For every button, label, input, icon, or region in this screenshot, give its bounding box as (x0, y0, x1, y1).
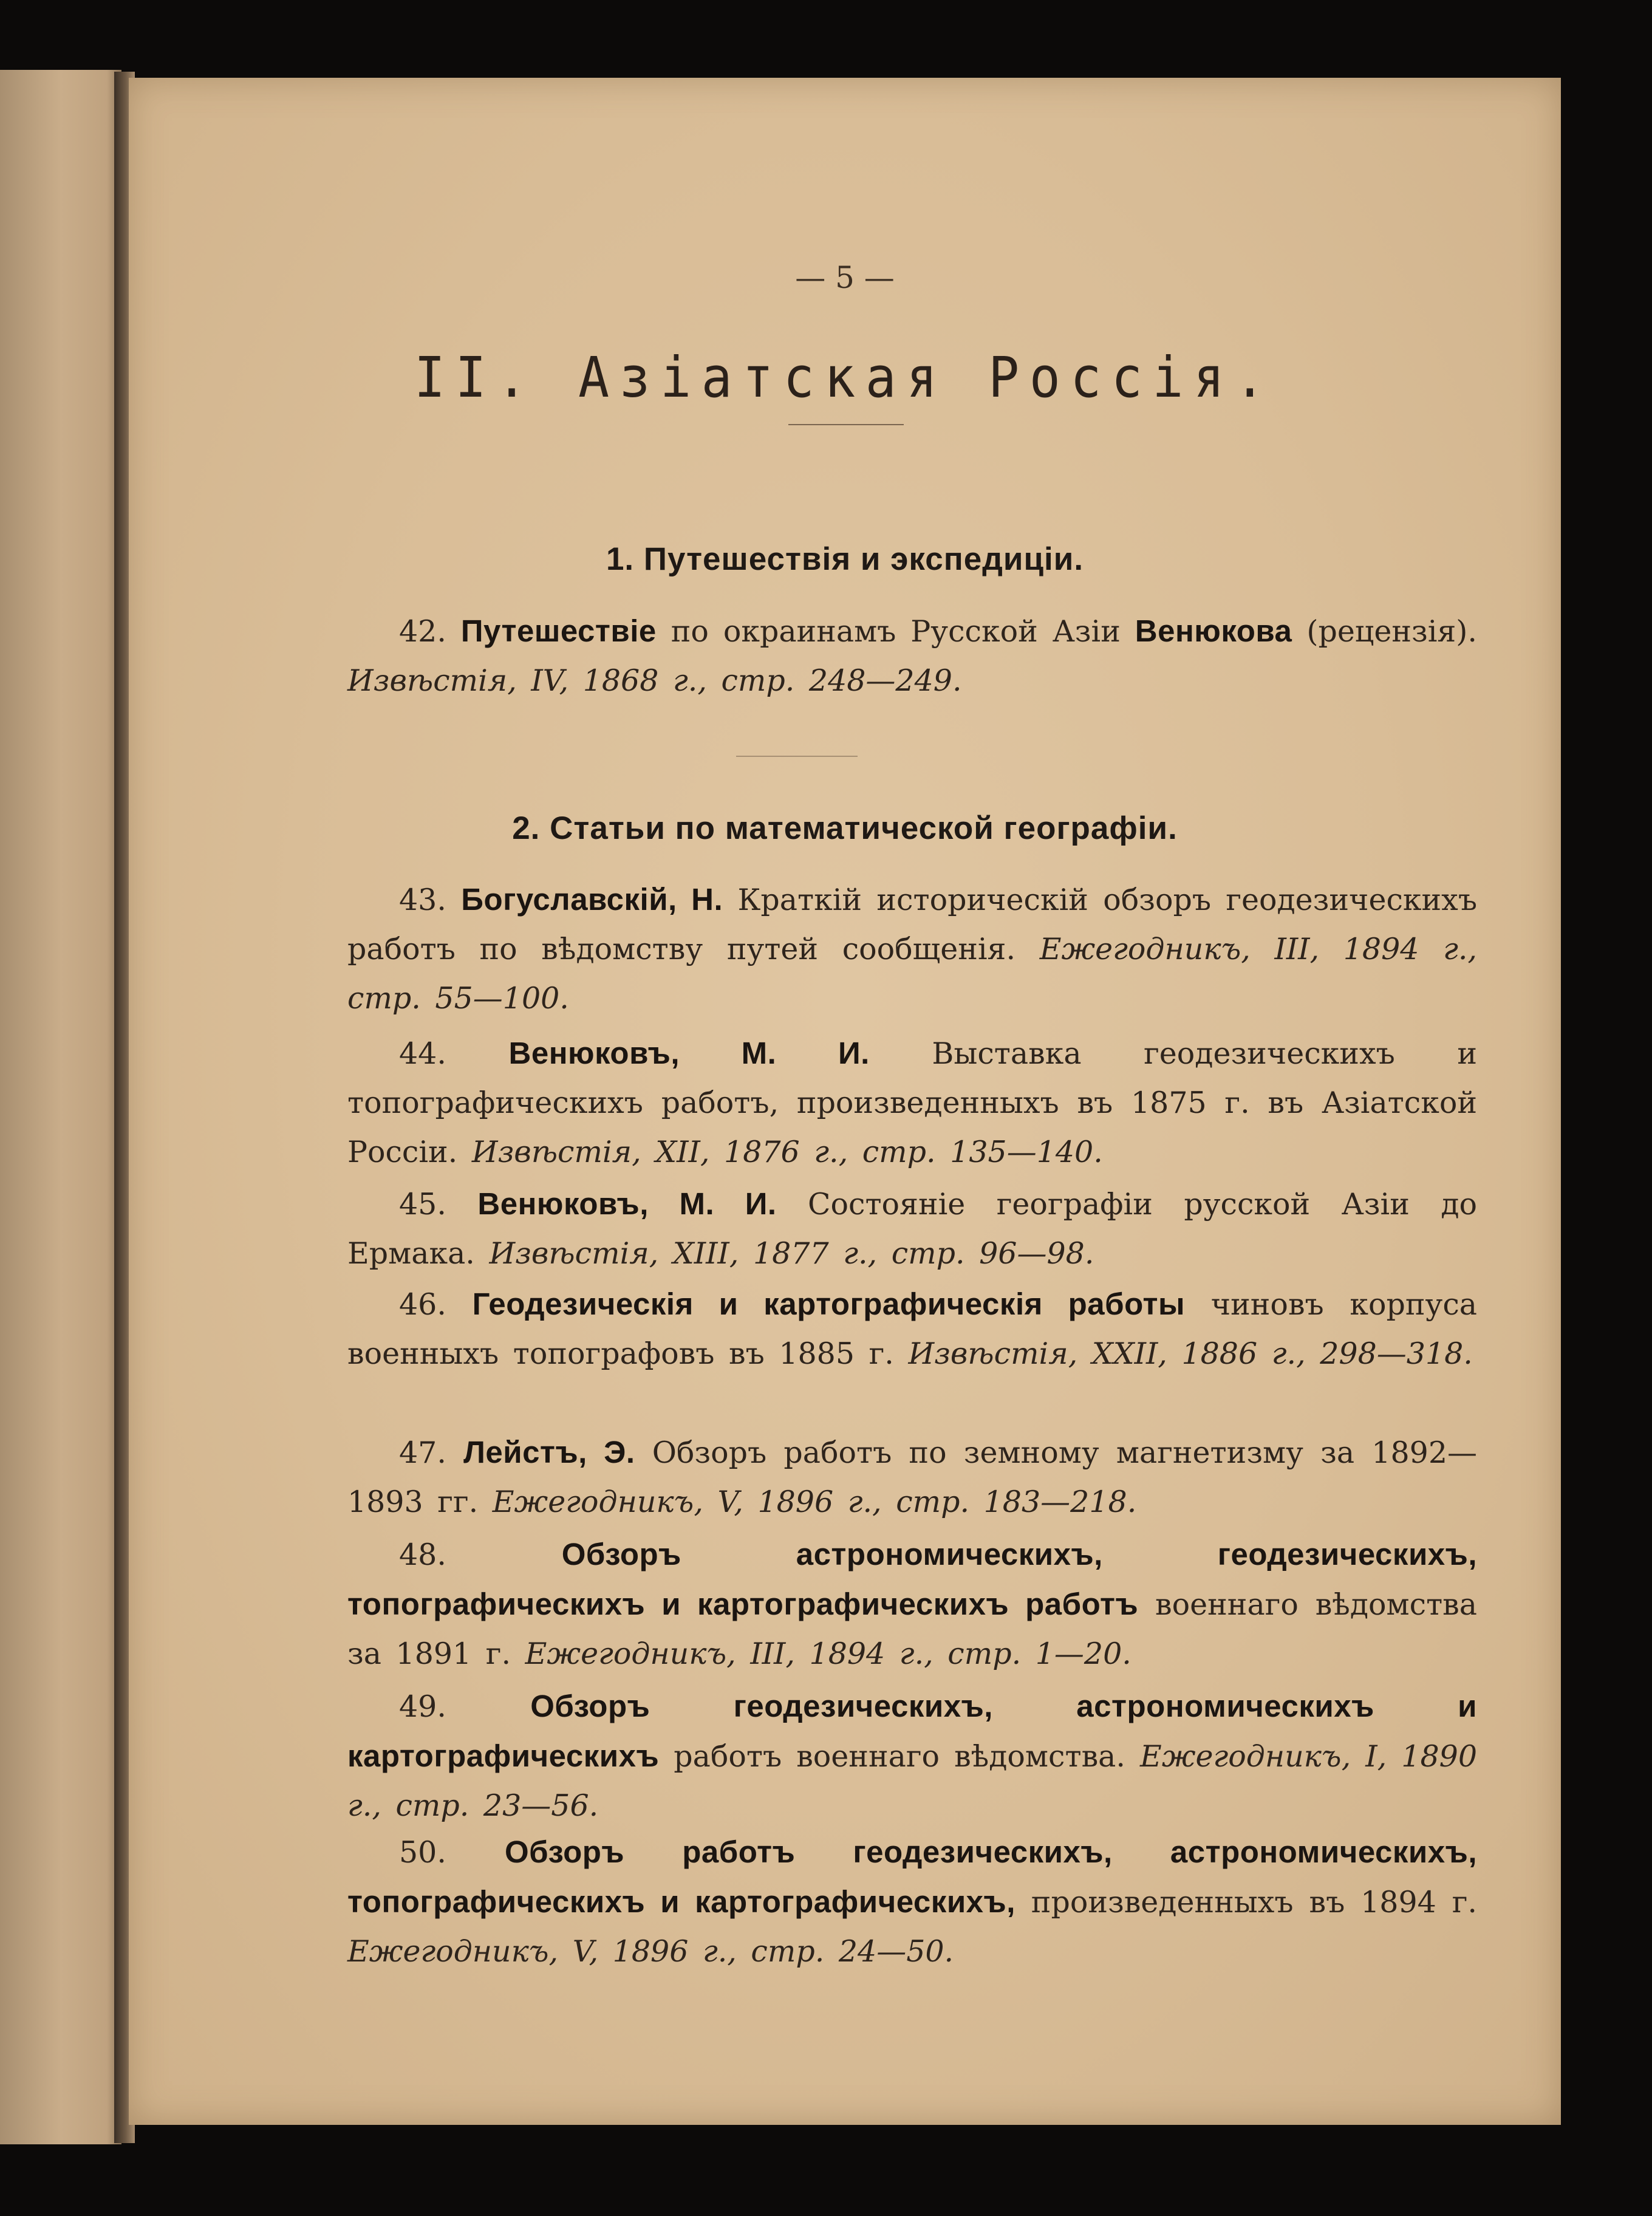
entry-47: 47. Лейстъ, Э. Обзоръ работъ по земному магнетизму за 1892—1893 гг. Ежегодникъ, V, 1896 г., стр. 183—218. (347, 1435, 1478, 1519)
entry-50: 50. Обзоръ работъ геодезическихъ, астрономическихъ, топографическихъ и картографическихъ, произведенныхъ въ 1894 г. Ежегодникъ, V, 1896 г., стр. 24—50. (347, 1835, 1477, 1969)
title-divider (788, 424, 904, 425)
entry-42: 42. Путешествіе по окраинамъ Русской Азіи Венюкова (рецензія). Извѣстія, IV, 1868 г., стр. 248—249. (347, 614, 1477, 698)
entry-43: 43. Богуславскій, Н. Краткій историческій обзоръ геодезическихъ работъ по вѣдомству путей сообщенія. Ежегодникъ, III, 1894 г., стр. 55—100. (347, 882, 1478, 1016)
page-number: — 5 — (795, 260, 895, 295)
entry-49: 49. Обзоръ геодезическихъ, астрономическихъ и картографическихъ работъ военнаго вѣдомства. Ежегодникъ, I, 1890 г., стр. 23—56. (347, 1689, 1477, 1823)
section-divider (736, 756, 858, 757)
left-page-edge (0, 70, 121, 2144)
part-title: II. Азіатская Россія. (414, 345, 1275, 410)
section-title-2: 2. Статьи по математической географіи. (512, 810, 1178, 846)
entry-44: 44. Венюковъ, М. И. Выставка геодезическихъ и топографическихъ работъ, произведенныхъ въ 1875 г. въ Азіатской Россіи. Извѣстія, XII, 1876 г., стр. 135—140. (347, 1036, 1477, 1169)
section-title-1: 1. Путешествія и экспедиціи. (606, 541, 1084, 577)
book-page (129, 78, 1561, 2125)
entry-46: 46. Геодезическія и картографическія работы чиновъ корпуса военныхъ топографовъ въ 1885 г. Извѣстія, XXII, 1886 г., 298—318. (347, 1287, 1477, 1371)
entry-48: 48. Обзоръ астрономическихъ, геодезическихъ, топографическихъ и картографическихъ работъ военнаго вѣдомства за 1891 г. Ежегодникъ, III, 1894 г., стр. 1—20. (347, 1537, 1478, 1671)
entry-45: 45. Венюковъ, М. И. Состояніе географіи русской Азіи до Ермака. Извѣстія, XIII, 1877 г., стр. 96—98. (347, 1186, 1477, 1271)
